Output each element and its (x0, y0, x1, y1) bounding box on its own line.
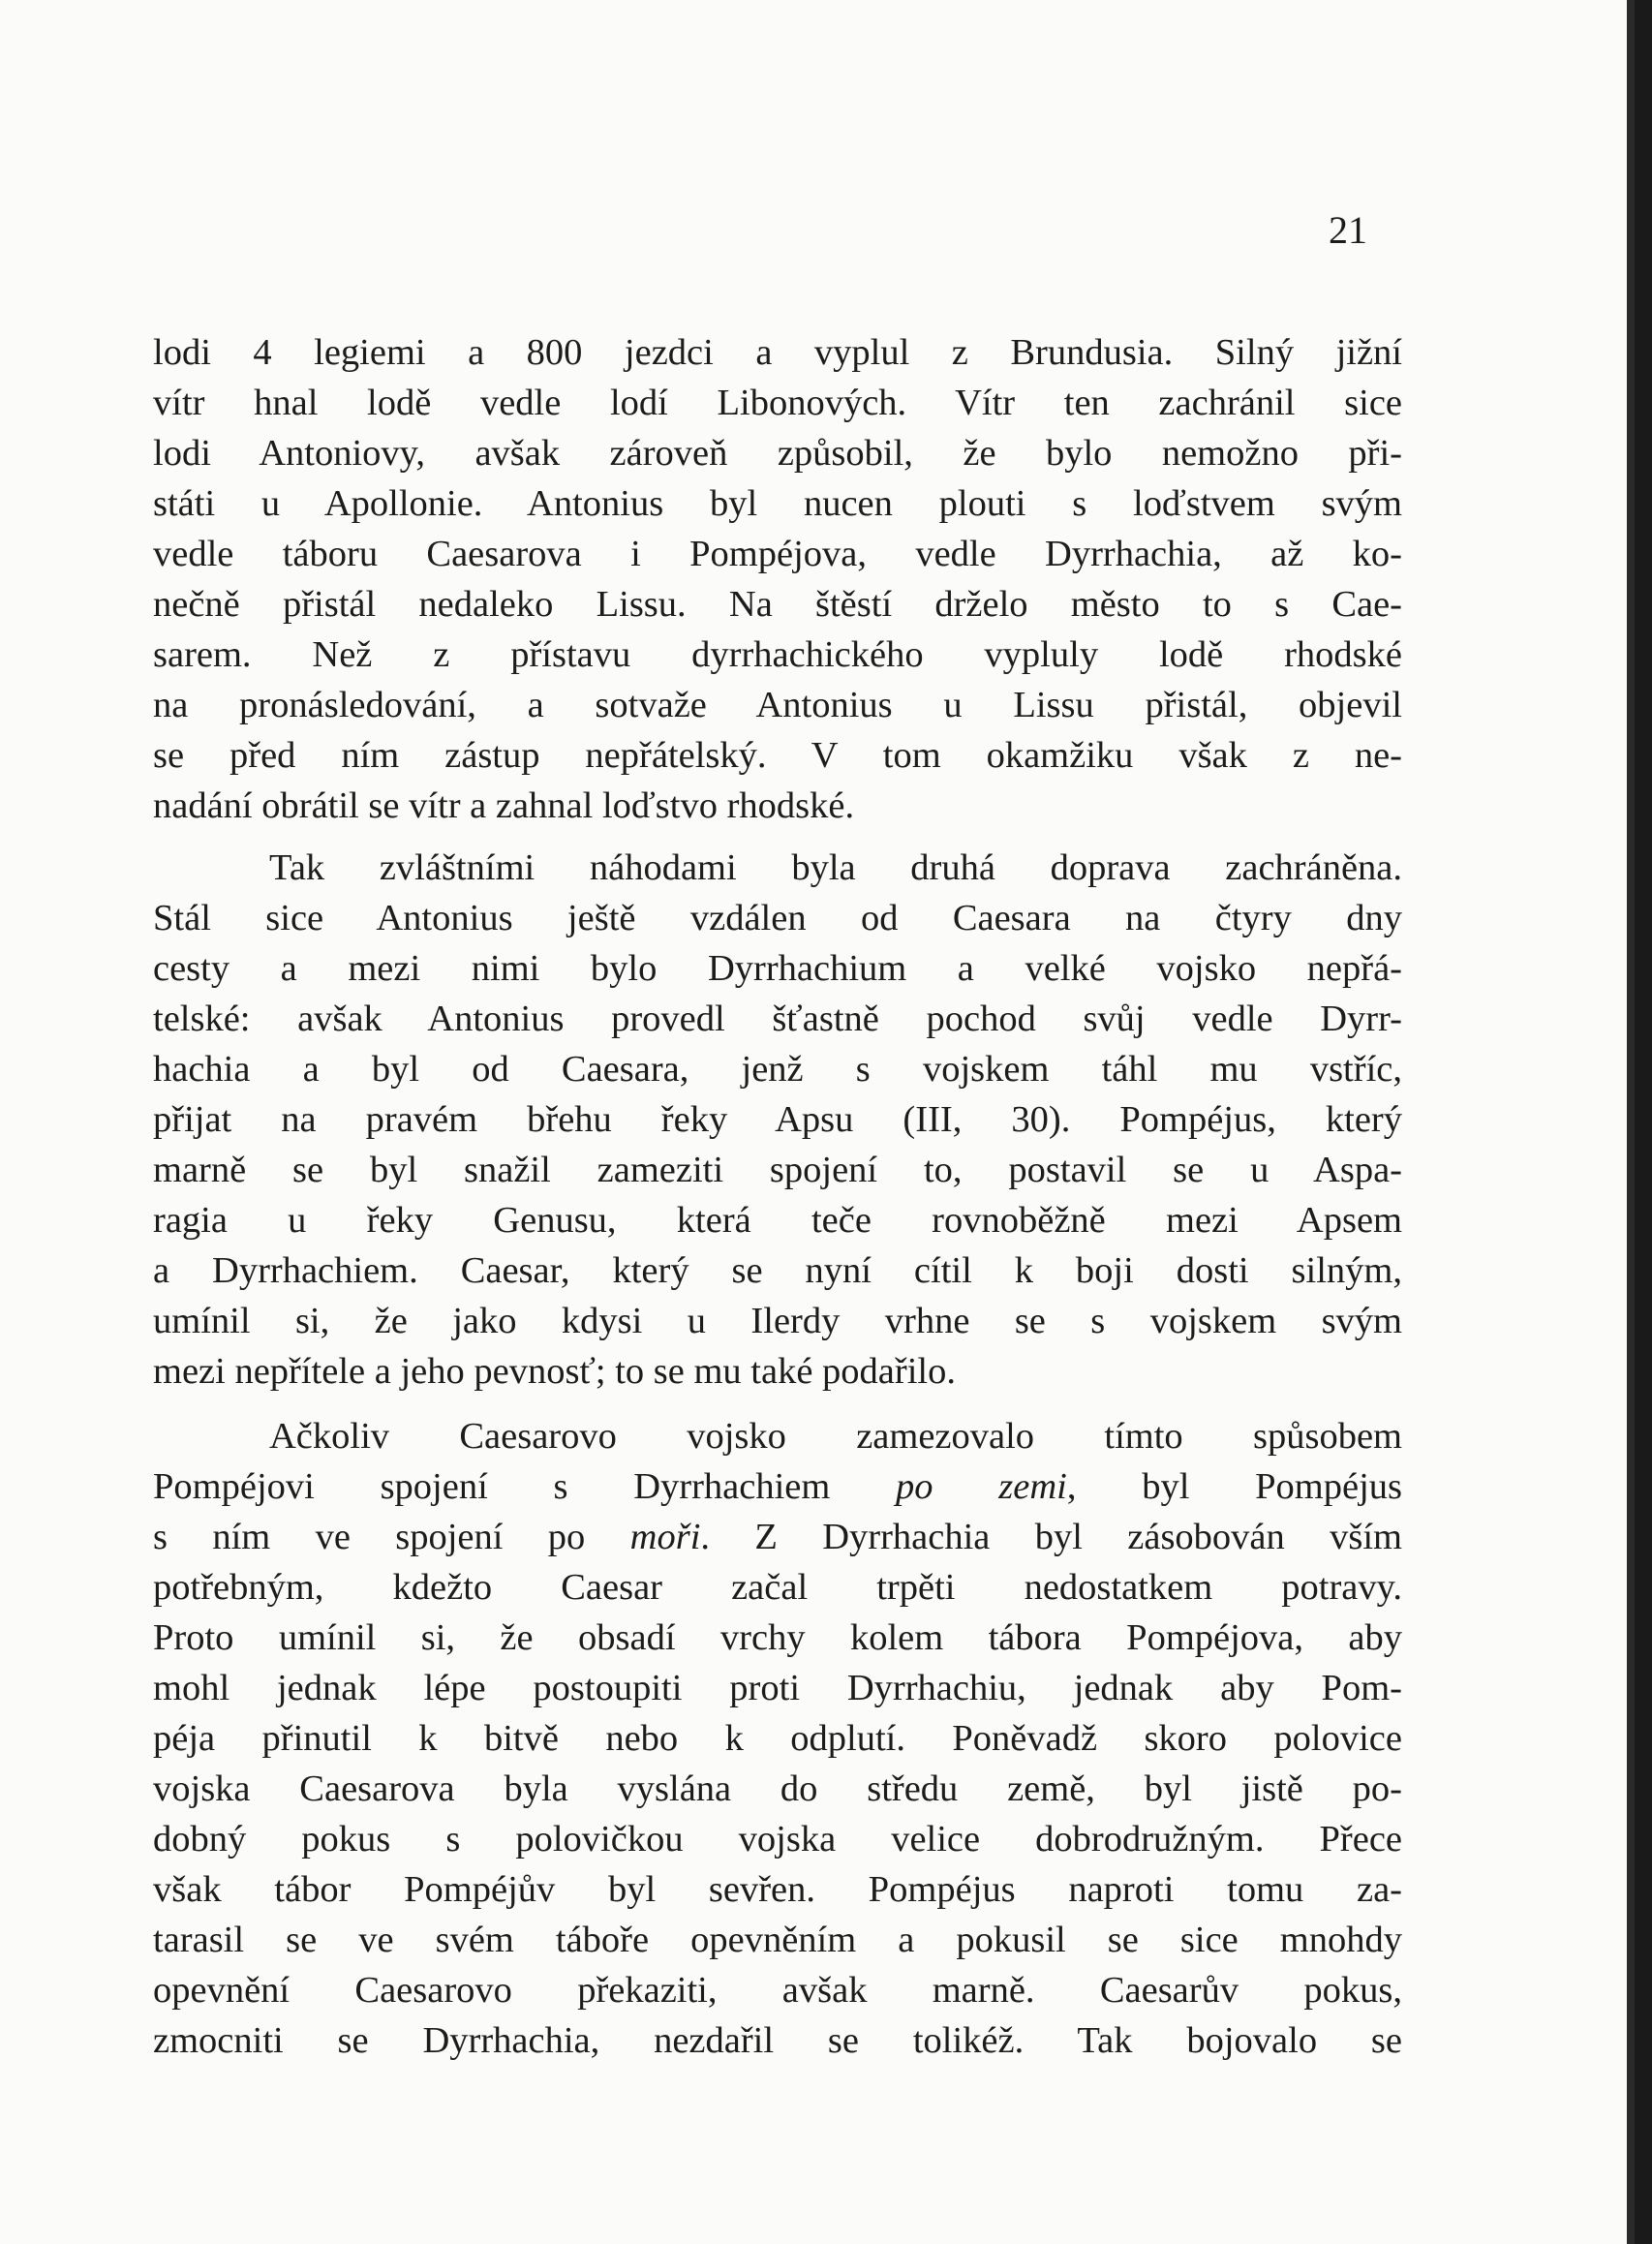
text-line: Tak zvláštními náhodami byla druhá doprava zachráněna. (269, 847, 1402, 888)
text-line: Ačkoliv Caesarovo vojsko zamezovalo tímto spůsobem (269, 1416, 1402, 1457)
text-line: vítr hnal lodě vedle lodí Libonových. Vítr ten zachránil sice (153, 383, 1402, 423)
text-line (153, 1461, 1402, 1512)
text-line: tarasil se ve svém táboře opevněním a pokusil se sice mnohdy (153, 1920, 1402, 1960)
text-line: přijat na pravém břehu řeky Apsu (III, 30). Pompéjus, který (153, 1099, 1402, 1140)
text-line: umínil si, že jako kdysi u Ilerdy vrhne se s vojskem svým (153, 1301, 1402, 1341)
text-line: vojska Caesarova byla vyslána do středu země, byl jistě po- (153, 1768, 1402, 1809)
text-span: . Z Dyrrhachia byl zásobován vším (700, 1517, 1402, 1557)
text-line: mohl jednak lépe postoupiti proti Dyrrhachiu, jednak aby Pom- (153, 1668, 1402, 1708)
text-line: lodi Antoniovy, avšak zároveň způsobil, že bylo nemožno při- (153, 433, 1402, 474)
text-line: cesty a mezi nimi bylo Dyrrhachium a velké vojsko nepřá- (153, 948, 1402, 989)
text-line: opevnění Caesarovo překaziti, avšak marně. Caesarův pokus, (153, 1970, 1402, 2011)
text-line: potřebným, kdežto Caesar začal trpěti nedostatkem potravy. (153, 1567, 1402, 1608)
text-line: však tábor Pompéjův byl sevřen. Pompéjus naproti tomu za- (153, 1869, 1402, 1910)
text-line: dobný pokus s polovičkou vojska velice dobrodružným. Přece (153, 1819, 1402, 1860)
text-line: vedle táboru Caesarova i Pompéjova, vedle Dyrrhachia, až ko- (153, 534, 1402, 574)
text-line: Stál sice Antonius ještě vzdálen od Caesara na čtyry dny (153, 898, 1402, 938)
text-line: se před ním zástup nepřátelský. V tom okamžiku však z ne- (153, 735, 1402, 776)
text-line: hachia a byl od Caesara, jenž s vojskem táhl mu vstříc, (153, 1049, 1402, 1090)
text-line: na pronásledování, a sotvaže Antonius u Lissu přistál, objevil (153, 685, 1402, 725)
text-line: telské: avšak Antonius provedl šťastně pochod svůj vedle Dyrr- (153, 999, 1402, 1039)
text-span: , byl Pompéjus (1066, 1466, 1402, 1507)
text-line: péja přinutil k bitvě nebo k odplutí. Poněvadž skoro polovice (153, 1718, 1402, 1759)
text-line: marně se byl snažil zameziti spojení to, postavil se u Aspa- (153, 1150, 1402, 1190)
text-line: nadání obrátil se vítr a zahnal loďstvo rhodské. (153, 785, 855, 826)
text-span: Pompéjovi spojení s Dyrrhachiem (153, 1466, 897, 1507)
text-line: mezi nepřítele a jeho pevnosť; to se mu také podařilo. (153, 1351, 956, 1392)
paragraph-3 (153, 1411, 1402, 2066)
text-line: Proto umínil si, že obsadí vrchy kolem tábora Pompéjova, aby (153, 1617, 1402, 1658)
text-line: státi u Apollonie. Antonius byl nucen plouti s loďstvem svým (153, 483, 1402, 524)
text-line: ragia u řeky Genusu, která teče rovnoběžně mezi Apsem (153, 1200, 1402, 1241)
text-line: a Dyrrhachiem. Caesar, který se nyní cítil k boji dosti silným, (153, 1250, 1402, 1291)
text-line: sarem. Než z přístavu dyrrhachického vypluly lodě rhodské (153, 634, 1402, 675)
text-line (153, 1512, 1402, 1562)
emphasis-text: moři (629, 1517, 701, 1557)
text-span: s ním ve spojení po (153, 1517, 630, 1557)
emphasis-text: po zemi (896, 1466, 1067, 1507)
text-line: lodi 4 legiemi a 800 jezdci a vyplul z Brundusia. Silný jižní (153, 332, 1402, 373)
text-line: nečně přistál nedaleko Lissu. Na štěstí drželo město to s Cae- (153, 584, 1402, 625)
paragraph-1 (153, 327, 1402, 831)
paragraph-2 (153, 843, 1402, 1397)
page-number: 21 (1329, 208, 1367, 252)
text-line: zmocniti se Dyrrhachia, nezdařil se tolikéž. Tak bojovalo se (153, 2020, 1402, 2061)
